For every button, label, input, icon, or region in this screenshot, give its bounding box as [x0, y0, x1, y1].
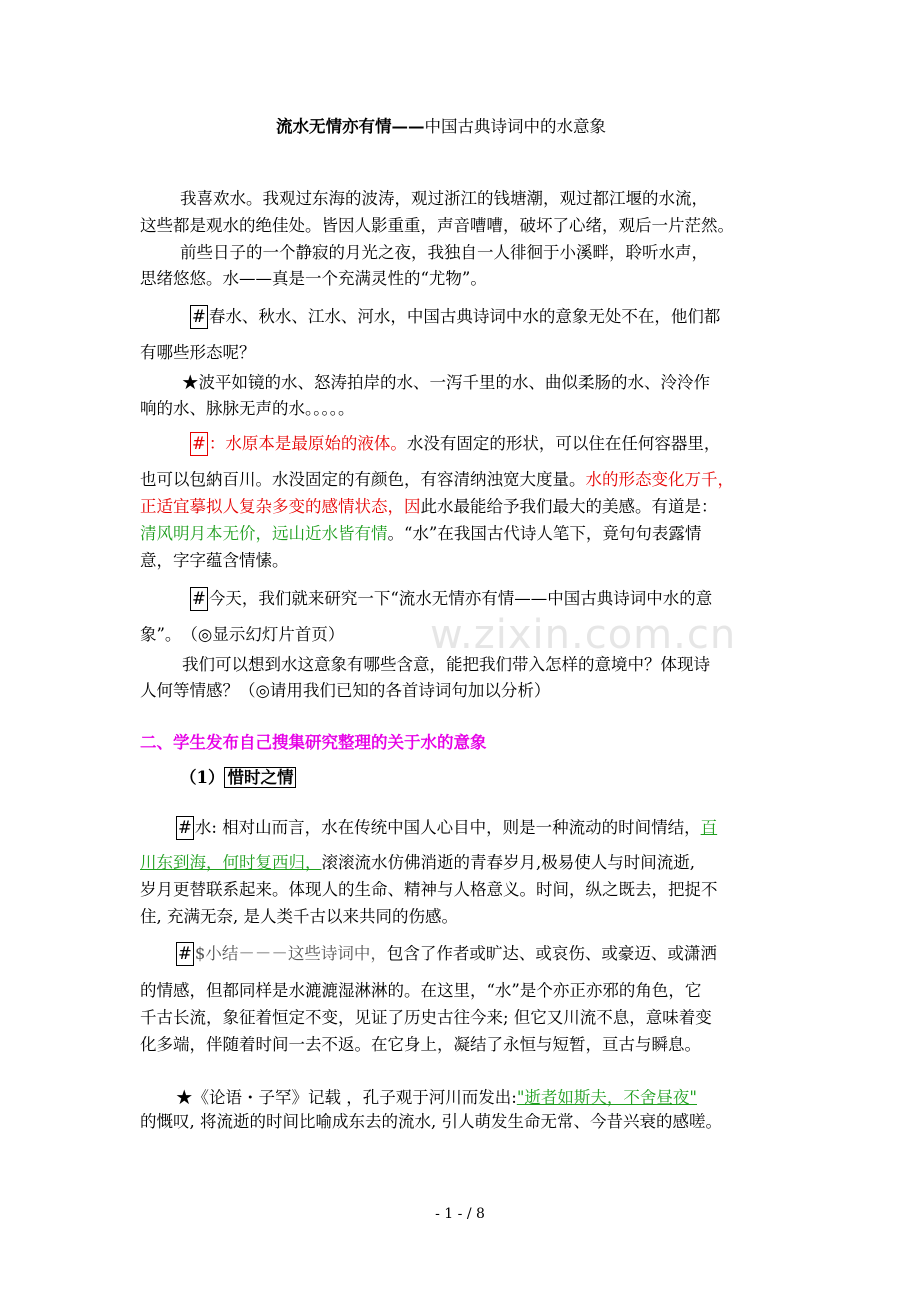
subsection-label: 惜时之情: [224, 767, 296, 788]
p9-line2: 的慨叹, 将流逝的时间比喻成东去的流水, 引人萌发生命无常、今昔兴衰的感嗟。: [140, 1112, 722, 1131]
p8-line3: 千古长流，象征着恒定不变，见证了历史古往今来; 但它又川流不息，意味着变: [140, 1008, 712, 1027]
p6-line2: 人何等情感？（◎请用我们已知的各首诗词句加以分析）: [140, 681, 551, 700]
p8-line2: 的情感，但都同样是水漉漉湿淋淋的。在这里，“水”是个亦正亦邪的角色，它: [140, 981, 702, 1000]
p1-line2: 这些都是观水的绝佳处。皆因人影重重，声音嘈嘈，破坏了心绪，观后一片茫然。: [140, 216, 734, 235]
p7-line1: [176, 816, 717, 840]
title-rest: 中国古典诗词中的水意象: [424, 117, 606, 136]
p7-line3: 岁月更替联系起来。体现人的生命、精神与人格意义。时间，纵之既去，把捉不: [140, 880, 718, 899]
subsection-number: （1）: [180, 768, 225, 787]
hash-marker: #: [190, 305, 208, 329]
page-title: [276, 116, 606, 138]
section-heading: 二、学生发布自己搜集研究整理的关于水的意象: [140, 733, 487, 752]
p1-line4: 思绪悠悠。水——真是一个充满灵性的“尤物”。: [140, 269, 487, 288]
p8-line1: [176, 942, 717, 966]
hash-marker: #: [176, 816, 194, 840]
p4-green-quote: 清风明月本无价，远山近水皆有情: [140, 524, 388, 543]
p7-green-quote: 川东到海，何时复西归，: [140, 853, 322, 872]
p4-text: 此水最能给予我们最大的美感。有道是：: [420, 497, 718, 516]
p4-line1: [190, 432, 720, 456]
hash-marker: #: [176, 942, 194, 966]
p9-green-quote: "逝者如斯夫，不舍昼夜": [516, 1088, 697, 1107]
p5-text: 今天，我们就来研究一下“流水无情亦有情——中国古典诗词中水的意: [208, 589, 713, 608]
p4-red-text: 正适宜摹拟人复杂多变的感情状态，因: [140, 497, 421, 516]
p4-red-text: ：水原本是最原始的液体。: [208, 434, 407, 453]
p4-text: 水没有固定的形状，可以住在任何容器里，: [406, 434, 721, 453]
p6-line1: 我们可以想到水这意象有哪些含意，能把我们带入怎样的意境中？体现诗: [182, 655, 710, 674]
p1-line1: 我喜欢水。我观过东海的波涛，观过浙江的钱塘潮，观过都江堰的水流，: [180, 189, 708, 208]
p4-line4: [140, 523, 701, 545]
title-bold: 流水无情亦有情——: [276, 117, 425, 136]
p3-line1: ★波平如镜的水、怒涛拍岸的水、一泻千里的水、曲似柔肠的水、泠泠作: [182, 373, 710, 392]
p9-line1: [176, 1087, 697, 1109]
hash-marker: #: [190, 432, 208, 456]
p5-line1: [190, 587, 712, 611]
p7-text: 滚滚流水仿佛消逝的青春岁月,极易使人与时间流逝,: [321, 853, 695, 872]
p8-text: 包含了作者或旷达、或哀伤、或豪迈、或潇洒: [386, 944, 717, 963]
p1-line3: 前些日子的一个静寂的月光之夜，我独自一人徘徊于小溪畔，聆听水声，: [180, 243, 708, 262]
p4-line3: [140, 496, 718, 518]
p5-line2: 象”。 （◎显示幻灯片首页）: [140, 625, 345, 644]
subsection-heading: [180, 767, 296, 789]
p7-line2: [140, 852, 695, 874]
p4-line5: 意，字字蕴含情愫。: [140, 551, 289, 570]
hash-marker: #: [190, 587, 208, 611]
p2-line1: [190, 305, 720, 329]
p4-line2: [140, 469, 734, 491]
p4-text: 。“水”在我国古代诗人笔下，竟句句表露情: [387, 524, 702, 543]
p2-line2: 有哪些形态呢？: [140, 343, 256, 362]
p4-text: 也可以包納百川。水没固定的有颜色，有容清纳浊宽大度量。: [140, 470, 586, 489]
p4-red-text: 水的形态变化万千，: [585, 470, 734, 489]
p8-summary-label: $小结－－－这些诗词中，: [194, 944, 387, 963]
p9-text: ★《论语・子罕》记载 ，孔子观于河川而发出:: [176, 1088, 517, 1107]
p8-line4: 化多端，伴随着时间一去不返。在它身上，凝结了永恒与短暂，亘古与瞬息。: [140, 1035, 701, 1054]
page-number: - 1 - / 8: [435, 1206, 485, 1222]
p3-line2: 响的水、脉脉无声的水。。。。。: [140, 399, 355, 418]
p7-line4: 住, 充满无奈, 是人类千古以来共同的伤感。: [140, 907, 458, 926]
p2-text: 春水、秋水、江水、河水，中国古典诗词中水的意象无处不在，他们都: [208, 307, 721, 326]
watermark: w.zixin.com.cn: [430, 612, 737, 658]
p7-text: 水: 相对山而言，水在传统中国人心目中，则是一种流动的时间情结，: [194, 818, 701, 837]
p7-green-quote: 百: [700, 818, 718, 837]
